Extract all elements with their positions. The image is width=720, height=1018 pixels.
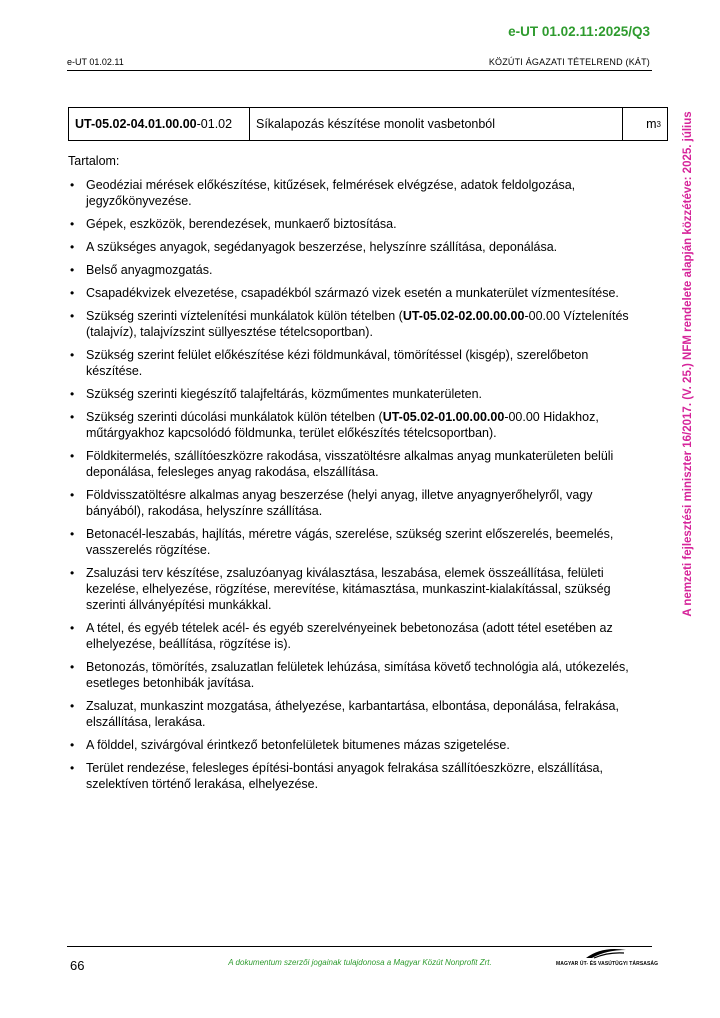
item-description: Síkalapozás készítése monolit vasbetonból (250, 108, 623, 140)
list-item-text: Belső anyagmozgatás. (86, 263, 213, 277)
list-item-text: Betonozás, tömörítés, zsaluzatlan felületek lehúzása, simítása követő technológia alá, utókezelés, esetleges betonhibák javítása. (86, 660, 629, 690)
page-number: 66 (70, 958, 85, 973)
item-unit-exponent: 3 (656, 119, 661, 129)
list-item (68, 448, 648, 480)
list-item-text: Földkitermelés, szállítóeszközre rakodása, visszatöltésre alkalmas anyag munkaterületen belüli deponálása, felesleges anyag rakodása, elszállítása. (86, 449, 614, 479)
list-item-text: -00.00 Hidakhoz, műtárgyakhoz kapcsolódó földmunka, terület előkészítés tételcsoportban). (86, 410, 599, 440)
list-item (68, 347, 648, 379)
list-item-text: Betonacél-leszabás, hajlítás, méretre vágás, szerelése, szükség szerint előszerelés, beemelés, vasszerelés rögzítése. (86, 527, 614, 557)
logo-text: MAGYAR ÚT- ÉS VASÚTÜGYI TÁRSASÁG (556, 961, 659, 967)
bullet-icon: • (70, 286, 75, 300)
bullet-icon: • (70, 348, 75, 362)
list-item-text: Csapadékvizek elvezetése, csapadékból származó vizek esetén a munkaterület vízmentesítése. (86, 286, 619, 300)
list-item-text: Zsaluzat, munkaszint mozgatása, áthelyezése, karbantartása, elbontása, deponálása, felrakása, elszállítása, lerakása. (86, 699, 619, 729)
list-item-text: Szükség szerint felület előkészítése kézi földmunkával, tömörítéssel (kisgép), szerelőbeton készítése. (86, 348, 589, 378)
list-item-text: Terület rendezése, felesleges építési-bontási anyagok felrakása szállítóeszközre, elszállítása, szelektíven történő lerakása, elhelyezése. (86, 761, 603, 791)
list-item (68, 262, 648, 278)
logo-swoosh-icon (584, 946, 628, 960)
list-item (68, 386, 648, 402)
list-item-text: A földdel, szivárgóval érintkező betonfelületek bitumenes mázas szigetelése. (86, 738, 510, 752)
bullet-icon: • (70, 621, 75, 635)
bullet-icon: • (70, 178, 75, 192)
list-item-text: Zsaluzási terv készítése, zsaluzóanyag kiválasztása, leszabása, elemek összeállítása, felületi kezelése, elhelyezése, rögzítése, merevítése, kitámasztása, munkaszint-kialakítással, szükség szerinti állványépítési munkákkal. (86, 566, 611, 612)
item-code-bold: UT-05.02-04.01.00.00 (75, 117, 197, 131)
list-item-text: Szükség szerinti kiegészítő talajfeltárás, közműmentes munkaterületen. (86, 387, 483, 401)
item-unit: m (646, 117, 657, 131)
list-item (68, 285, 648, 301)
bullet-icon: • (70, 449, 75, 463)
header-left-code: e-UT 01.02.11 (67, 57, 124, 67)
bullet-icon: • (70, 240, 75, 254)
header-right-title: KÖZÚTI ÁGAZATI TÉTELREND (KÁT) (488, 57, 650, 67)
list-item-text: A szükséges anyagok, segédanyagok beszerzése, helyszínre szállítása, deponálása. (86, 240, 558, 254)
list-item (68, 409, 648, 441)
bullet-icon: • (70, 660, 75, 674)
list-item-text: -00.00 Víztelenítés (talajvíz), talajvízszint süllyesztése tételcsoportban). (86, 309, 629, 339)
copyright-notice: A dokumentum szerzői jogainak tulajdonosa a Magyar Közút Nonprofit Zrt. (228, 958, 492, 967)
item-code-suffix: -01.02 (196, 117, 233, 131)
list-item (68, 565, 648, 613)
bullet-icon: • (70, 309, 75, 323)
list-item (68, 737, 648, 753)
list-item (68, 487, 648, 519)
list-item (68, 620, 648, 652)
list-item-text: Szükség szerinti víztelenítési munkálatok külön tételben ( (86, 309, 403, 323)
list-item-text: Gépek, eszközök, berendezések, munkaerő biztosítása. (86, 217, 397, 231)
item-unit-cell (623, 108, 667, 140)
bullet-icon: • (70, 566, 75, 580)
list-item (68, 760, 648, 792)
list-item-code: UT-05.02-02.00.00.00 (402, 309, 525, 323)
company-logo (556, 946, 659, 970)
content-list (68, 177, 648, 799)
list-item-text: Földvisszatöltésre alkalmas anyag beszerzése (helyi anyag, illetve anyagnyerőhelyről, vagy bányából), rakodása, helyszínre szállítása. (86, 488, 593, 518)
bullet-icon: • (70, 387, 75, 401)
list-item (68, 526, 648, 558)
list-item (68, 239, 648, 255)
bullet-icon: • (70, 738, 75, 752)
list-item (68, 698, 648, 730)
list-item (68, 659, 648, 691)
content-label: Tartalom: (68, 154, 120, 168)
bullet-icon: • (70, 527, 75, 541)
list-item-text: Szükség szerinti dúcolási munkálatok külön tételben ( (86, 410, 383, 424)
bullet-icon: • (70, 410, 75, 424)
bullet-icon: • (70, 263, 75, 277)
publication-note: A nemzeti fejlesztési miniszter 16/2017. (V. 25.) NFM rendelete alapján közzétéve: 2025. július (682, 111, 694, 617)
item-table (68, 107, 668, 141)
header-divider (67, 70, 652, 71)
list-item (68, 308, 648, 340)
bullet-icon: • (70, 488, 75, 502)
list-item-text: Geodéziai mérések előkészítése, kitűzések, felmérések elvégzése, adatok feldolgozása, jegyzőkönyvezése. (86, 178, 576, 208)
bullet-icon: • (70, 761, 75, 775)
item-code-cell (69, 108, 250, 140)
bullet-icon: • (70, 217, 75, 231)
bullet-icon: • (70, 699, 75, 713)
list-item-code: UT-05.02-01.00.00.00 (382, 410, 505, 424)
list-item (68, 216, 648, 232)
document-code: e-UT 01.02.11:2025/Q3 (508, 24, 650, 39)
list-item (68, 177, 648, 209)
list-item-text: A tétel, és egyéb tételek acél- és egyéb szerelvényeinek bebetonozása (adott tétel esetében az elhelyezése, beállítása, rögzítése is). (86, 621, 613, 651)
